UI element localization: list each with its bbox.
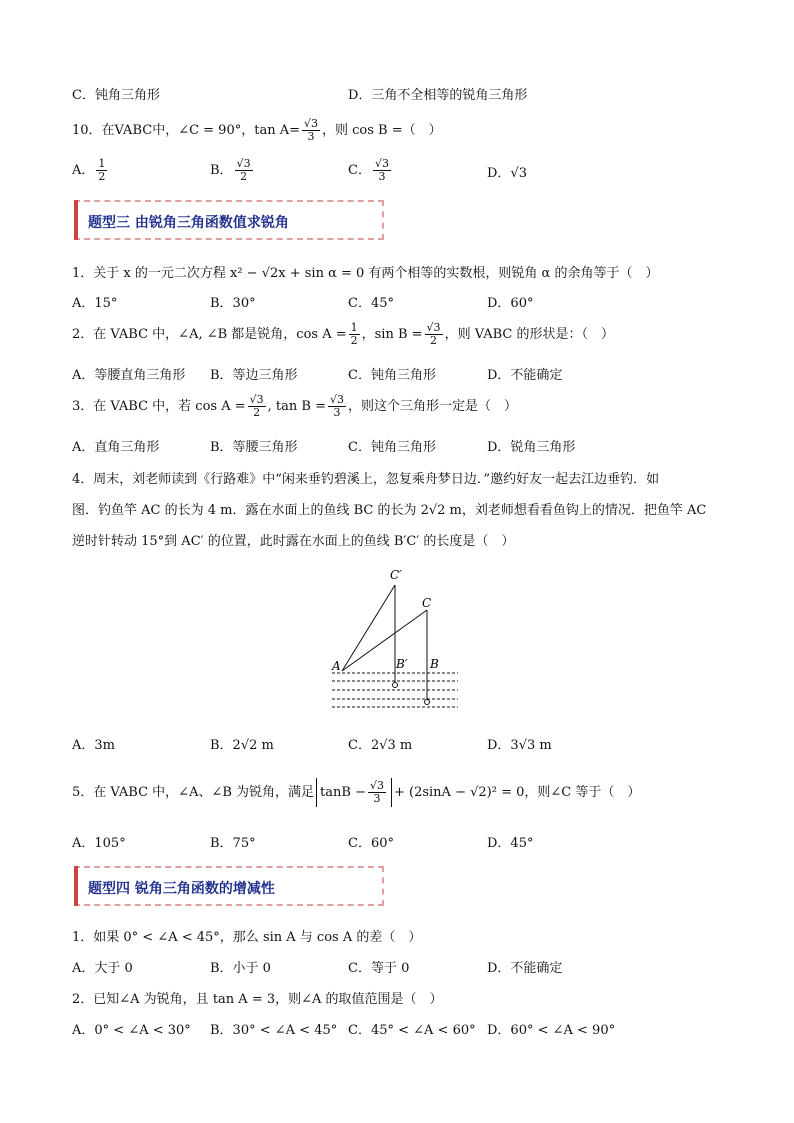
s3q3-option-c: C．钝角三角形 bbox=[348, 440, 436, 455]
rod-ac-prime bbox=[342, 585, 395, 671]
hook-icon bbox=[393, 683, 398, 688]
s4q1-stem: 1．如果 0° < ∠A < 45°，那么 sin A 与 cos A 的差（ ） bbox=[72, 930, 422, 945]
s3q4-option-a: A．3m bbox=[72, 738, 115, 753]
s4q1-option-d: D．不能确定 bbox=[487, 961, 563, 976]
s3q2-option-c: C．钝角三角形 bbox=[348, 368, 436, 383]
s3q4-line-1: 4．周末，刘老师读到《行路难》中“闲来垂钓碧溪上，忽复乘舟梦日边．”邀约好友一起去江边垂钓．如 bbox=[72, 472, 660, 487]
s3q4-option-c: C．2√3 m bbox=[348, 738, 413, 753]
rod-ac bbox=[342, 610, 427, 671]
section-bar bbox=[74, 200, 78, 240]
abs-value: tanB − $\frac{√3}{3}$ bbox=[316, 778, 392, 807]
q10-option-c: C． $\frac{√3}{3}$ bbox=[348, 157, 389, 183]
label-b: B bbox=[430, 657, 439, 671]
s3q2-stem: 2．在 VABC 中，∠A, ∠B 都是锐角，cos A = $\frac{1}{2}$ ，sin B = $\frac{√3}{2}$ ，则 VABC 的形状是：（ ） bbox=[72, 321, 614, 347]
s3q3-option-d: D．锐角三角形 bbox=[487, 440, 576, 455]
label-b-prime: B′ bbox=[396, 657, 408, 671]
s3q3-option-b: B．等腰三角形 bbox=[210, 440, 298, 455]
section-3-title: 题型三 由锐角三角函数值求锐角 bbox=[88, 215, 289, 231]
section-bar bbox=[74, 866, 78, 906]
s4q2-option-d: D．60° < ∠A < 90° bbox=[487, 1023, 616, 1038]
label-c: C bbox=[422, 596, 432, 610]
s4q1-option-a: A．大于 0 bbox=[72, 961, 133, 976]
s3q2-option-d: D．不能确定 bbox=[487, 368, 563, 383]
q9-option-c: C．钝角三角形 bbox=[72, 88, 160, 103]
q10-option-a: A． $\frac{1}{2}$ bbox=[72, 157, 106, 183]
s3q5-stem: 5．在 VABC 中，∠A、∠B 为锐角，满足 tanB − $\frac{√3}{3}$ + (2sinA − √2)² = 0，则∠C 等于（ ） bbox=[72, 779, 641, 805]
section-3-header bbox=[74, 200, 384, 240]
s3q4-line-3: 逆时针转动 15°到 AC′ 的位置，此时露在水面上的鱼线 B′C′ 的长度是（ ） bbox=[72, 534, 515, 549]
q10-stem: 10．在VABC中，∠C = 90°，tan A= $\frac{√3}{3}$ ，则 cos B =（ ） bbox=[72, 117, 442, 143]
s3q4-option-b: B．2√2 m bbox=[210, 738, 274, 753]
s3q1-option-d: D．60° bbox=[487, 296, 534, 311]
label-a: A bbox=[332, 659, 341, 673]
s3q3-stem: 3．在 VABC 中，若 cos A = $\frac{√3}{2}$ , tan B = $\frac{√3}{3}$ ，则这个三角形一定是（ ） bbox=[72, 393, 518, 419]
s3q1-stem: 1．关于 x 的一元二次方程 x² − √2x + sin α = 0 有两个相等的实数根，则锐角 α 的余角等于（ ） bbox=[72, 266, 659, 281]
s3q2-option-a: A．等腰直角三角形 bbox=[72, 368, 186, 383]
s4q2-option-b: B．30° < ∠A < 45° bbox=[210, 1023, 338, 1038]
q10-option-b: B． $\frac{√3}{2}$ bbox=[210, 157, 251, 183]
s3q1-option-a: A．15° bbox=[72, 296, 118, 311]
s3q5-option-b: B．75° bbox=[210, 836, 256, 851]
s3q3-option-a: A．直角三角形 bbox=[72, 440, 160, 455]
section-4-header bbox=[74, 866, 384, 906]
q10-option-d: D．√3 bbox=[487, 166, 527, 181]
s3q5-option-d: D．45° bbox=[487, 836, 534, 851]
s3q1-option-c: C．45° bbox=[348, 296, 394, 311]
q9-option-d: D．三角不全相等的锐角三角形 bbox=[348, 88, 528, 103]
s3q4-line-2: 图．钓鱼竿 AC 的长为 4 m．露在水面上的鱼线 BC 的长为 2√2 m，刘老师想看看鱼钩上的情况．把鱼竿 AC bbox=[72, 503, 707, 518]
label-c-prime: C′ bbox=[390, 568, 402, 582]
s3q4-option-d: D．3√3 m bbox=[487, 738, 552, 753]
s4q2-stem: 2．已知∠A 为锐角，且 tan A = 3，则∠A 的取值范围是（ ） bbox=[72, 992, 443, 1007]
s3q1-option-b: B．30° bbox=[210, 296, 256, 311]
s3q2-option-b: B．等边三角形 bbox=[210, 368, 298, 383]
hook-icon bbox=[425, 700, 430, 705]
fishing-diagram bbox=[328, 563, 468, 713]
s4q2-option-c: C．45° < ∠A < 60° bbox=[348, 1023, 476, 1038]
s4q1-option-c: C．等于 0 bbox=[348, 961, 410, 976]
s4q2-option-a: A．0° < ∠A < 30° bbox=[72, 1023, 191, 1038]
s3q5-option-c: C．60° bbox=[348, 836, 394, 851]
s4q1-option-b: B．小于 0 bbox=[210, 961, 271, 976]
s3q5-option-a: A．105° bbox=[72, 836, 126, 851]
section-4-title: 题型四 锐角三角函数的增减性 bbox=[88, 881, 275, 897]
